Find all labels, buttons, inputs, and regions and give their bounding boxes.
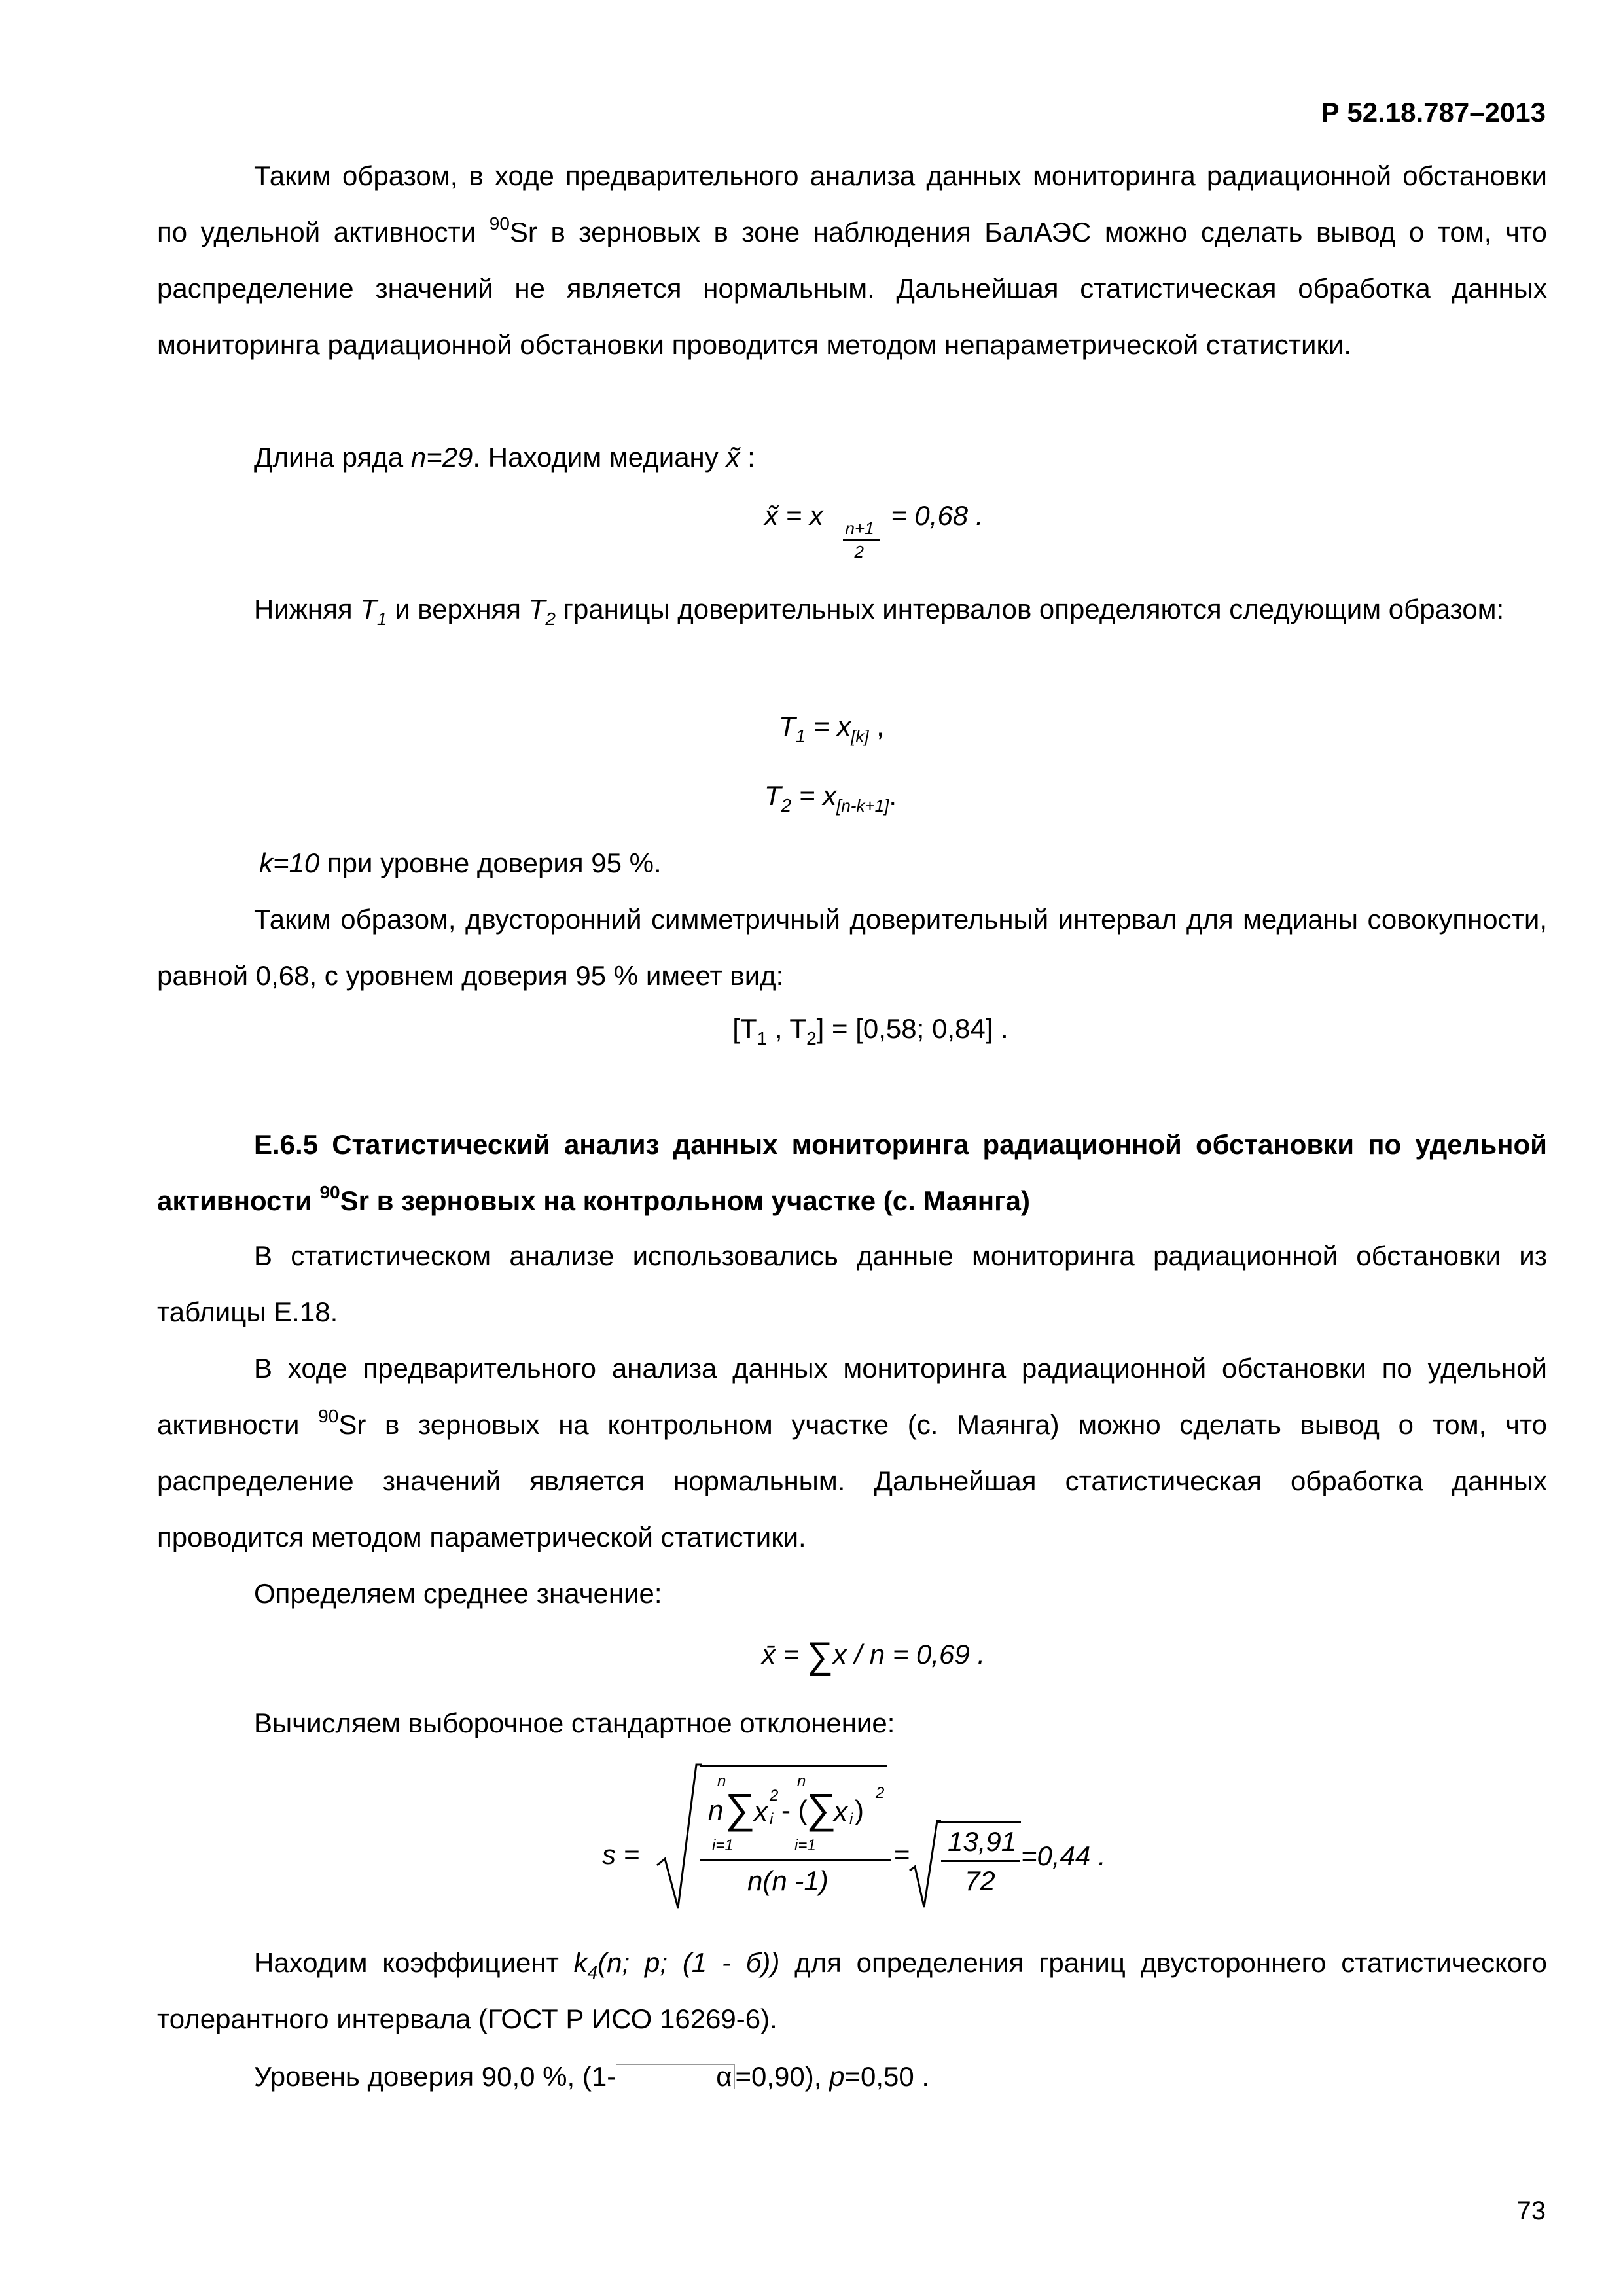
para11-text-c: =0,50 .	[844, 2061, 930, 2092]
paragraph-5	[157, 891, 1547, 1004]
para4-text: при уровне доверия 95 %.	[319, 848, 662, 878]
fraction-line-1	[700, 1859, 891, 1861]
para3-text-c: границы доверительных интервалов определяются следующим образом:	[555, 594, 1505, 624]
t1-lhs: T	[779, 711, 796, 742]
section-heading	[157, 1117, 1547, 1229]
formula-t2	[764, 780, 897, 816]
para2-text-b: . Находим медиану	[473, 442, 726, 473]
paragraph-11	[157, 2049, 1547, 2105]
xi-power: 2	[770, 1787, 779, 1804]
formula-median	[764, 499, 984, 562]
document-code: Р 52.18.787–2013	[1321, 97, 1546, 128]
paragraph-2	[157, 429, 1547, 486]
s-num-n: n	[708, 1795, 724, 1825]
t1-subscript: 1	[376, 609, 387, 629]
paragraph-4	[259, 835, 1547, 891]
radical-sign-2	[908, 1817, 941, 1911]
s-value: =0,44 .	[1021, 1840, 1106, 1871]
paragraph-7	[157, 1340, 1547, 1566]
para1-text-a: Таким образом, в ходе предварительного анализа данных мониторинга радиационной обстановки по удельной активности	[157, 160, 1547, 247]
para3-text-b: и верхняя	[387, 594, 529, 624]
s-close: )	[855, 1795, 864, 1825]
para7-text-a: В ходе предварительного анализа данных мониторинга радиационной обстановки по удельной активности	[157, 1353, 1547, 1440]
s-close-power: 2	[876, 1784, 885, 1802]
t2-lhs-sub: 2	[781, 795, 792, 816]
confidence-interval	[59, 1013, 1623, 1049]
radical-overline-2	[938, 1821, 1021, 1823]
s-frac-den: 72	[965, 1865, 995, 1896]
radical-sign-1	[656, 1761, 702, 1911]
t2-symbol: T	[528, 594, 546, 624]
para2-text-a: Длина ряда	[254, 442, 411, 473]
t2-subscript: 2	[545, 609, 556, 629]
para7-text-b: Sr в зерновых на контрольном участке (с. Маянга) можно сделать вывод о том, что распределение значений является нормальным. Дальнейшая статистическая обработка данных проводится методом параметрической статистики.	[157, 1409, 1547, 1552]
para9-text: Вычисляем выборочное стандартное отклонение:	[254, 1708, 895, 1738]
formula-stddev	[602, 1761, 1178, 1911]
median-value: = 0,68 .	[891, 500, 984, 531]
radical-overline-1	[700, 1765, 887, 1767]
t2-mid: = x	[791, 780, 837, 811]
sum2-upper: n	[797, 1772, 806, 1790]
s-denominator: n(n -1)	[747, 1865, 829, 1896]
k4-symbol: k	[573, 1947, 588, 1978]
sum2-symbol: ∑	[806, 1785, 836, 1832]
paragraph-8	[157, 1566, 1547, 1622]
t1-lhs-sub: 1	[795, 726, 806, 746]
sum1-lower: i=1	[712, 1837, 734, 1854]
section-isotope-number: 90	[319, 1182, 340, 1202]
paragraph-9	[157, 1695, 1547, 1751]
s-mid: - (	[781, 1795, 808, 1825]
page-number: 73	[1516, 2197, 1546, 2225]
median-lhs: x̃ = x	[764, 500, 823, 531]
para2-text-c: :	[740, 442, 755, 473]
median-subscript-fraction	[831, 499, 883, 562]
xi: x	[834, 1796, 847, 1827]
t1-end: ,	[868, 711, 884, 742]
section-text-a: Е.6.5 Статистический анализ данных мониторинга радиационной обстановки по удельной активности	[157, 1129, 1547, 1216]
fraction-line-2	[941, 1860, 1020, 1862]
paragraph-10	[157, 1935, 1547, 2047]
t1-index: [k]	[851, 726, 869, 746]
s-equals: =	[894, 1839, 910, 1870]
para8-text: Определяем среднее значение:	[254, 1578, 662, 1609]
s-lhs: s =	[602, 1839, 640, 1870]
interval-s1: 1	[757, 1028, 768, 1049]
para11-text-b: =0,90),	[735, 2061, 830, 2092]
sum2-lower: i=1	[794, 1837, 816, 1854]
para10-text-b: для определения границ двустороннего статистического толерантного интервала (ГОСТ Р ИСО 16269-6).	[157, 1947, 1547, 2034]
t2-index: [n-k+1]	[836, 796, 889, 816]
median-sub-num: n+1	[845, 518, 874, 538]
t2-end: .	[889, 780, 897, 811]
interval-b: , T	[767, 1013, 807, 1044]
k4-arguments: (n; p; (1 - б))	[597, 1947, 780, 1978]
mean-lhs: x̄ =	[762, 1639, 807, 1670]
formula-mean	[762, 1634, 985, 1676]
alpha-symbol: α	[616, 2064, 735, 2089]
paragraph-3	[157, 581, 1547, 637]
xi-subscript: i	[849, 1810, 853, 1828]
para10-text-a: Находим коэффициент	[254, 1947, 574, 1978]
formula-t1	[779, 711, 884, 746]
t2-lhs: T	[764, 780, 781, 811]
paragraph-1	[157, 148, 1547, 373]
para3-text-a: Нижняя	[254, 594, 361, 624]
para11-text-a: Уровень доверия 90,0 %, (1-	[254, 2061, 616, 2092]
t1-mid: = x	[806, 711, 851, 742]
k-value: k=10	[259, 848, 320, 878]
sum1-upper: n	[717, 1772, 726, 1790]
para7-isotope-number: 90	[318, 1406, 339, 1426]
xi-index: i	[770, 1810, 774, 1828]
section-text-b: Sr в зерновых на контрольном участке (с. Маянга)	[340, 1185, 1030, 1216]
mean-rhs: x / n = 0,69 .	[832, 1639, 986, 1670]
isotope-mass-number: 90	[489, 213, 510, 234]
t1-symbol: T	[360, 594, 377, 624]
interval-a: [T	[732, 1013, 757, 1044]
k4-subscript: 4	[587, 1962, 598, 1982]
median-symbol: x̃	[726, 442, 740, 473]
sum1-symbol: ∑	[725, 1785, 755, 1832]
paragraph-6	[157, 1228, 1547, 1340]
interval-s2: 2	[806, 1028, 817, 1049]
median-sub-den: 2	[854, 542, 865, 562]
xi-squared: x	[754, 1796, 768, 1827]
series-length: n=29	[410, 442, 473, 473]
para1-text-b: Sr в зерновых в зоне наблюдения БалАЭС можно сделать вывод о том, что распределение значений не является нормальным. Дальнейшая статистическая обработка данных мониторинга радиационной обстановки проводится методом непараметрической статистики.	[157, 217, 1547, 360]
p-symbol: p	[829, 2061, 845, 2092]
para5-text: Таким образом, двусторонний симметричный доверительный интервал для медианы совокупности, равной 0,68, с уровнем доверия 95 % имеет вид:	[157, 904, 1547, 991]
para6-text: В статистическом анализе использовались данные мониторинга радиационной обстановки из таблицы Е.18.	[157, 1240, 1547, 1327]
s-frac-num: 13,91	[948, 1826, 1017, 1857]
sum-symbol: ∑	[806, 1634, 833, 1676]
interval-c: ] = [0,58; 0,84] .	[816, 1013, 1008, 1044]
fraction-bar	[843, 539, 880, 541]
